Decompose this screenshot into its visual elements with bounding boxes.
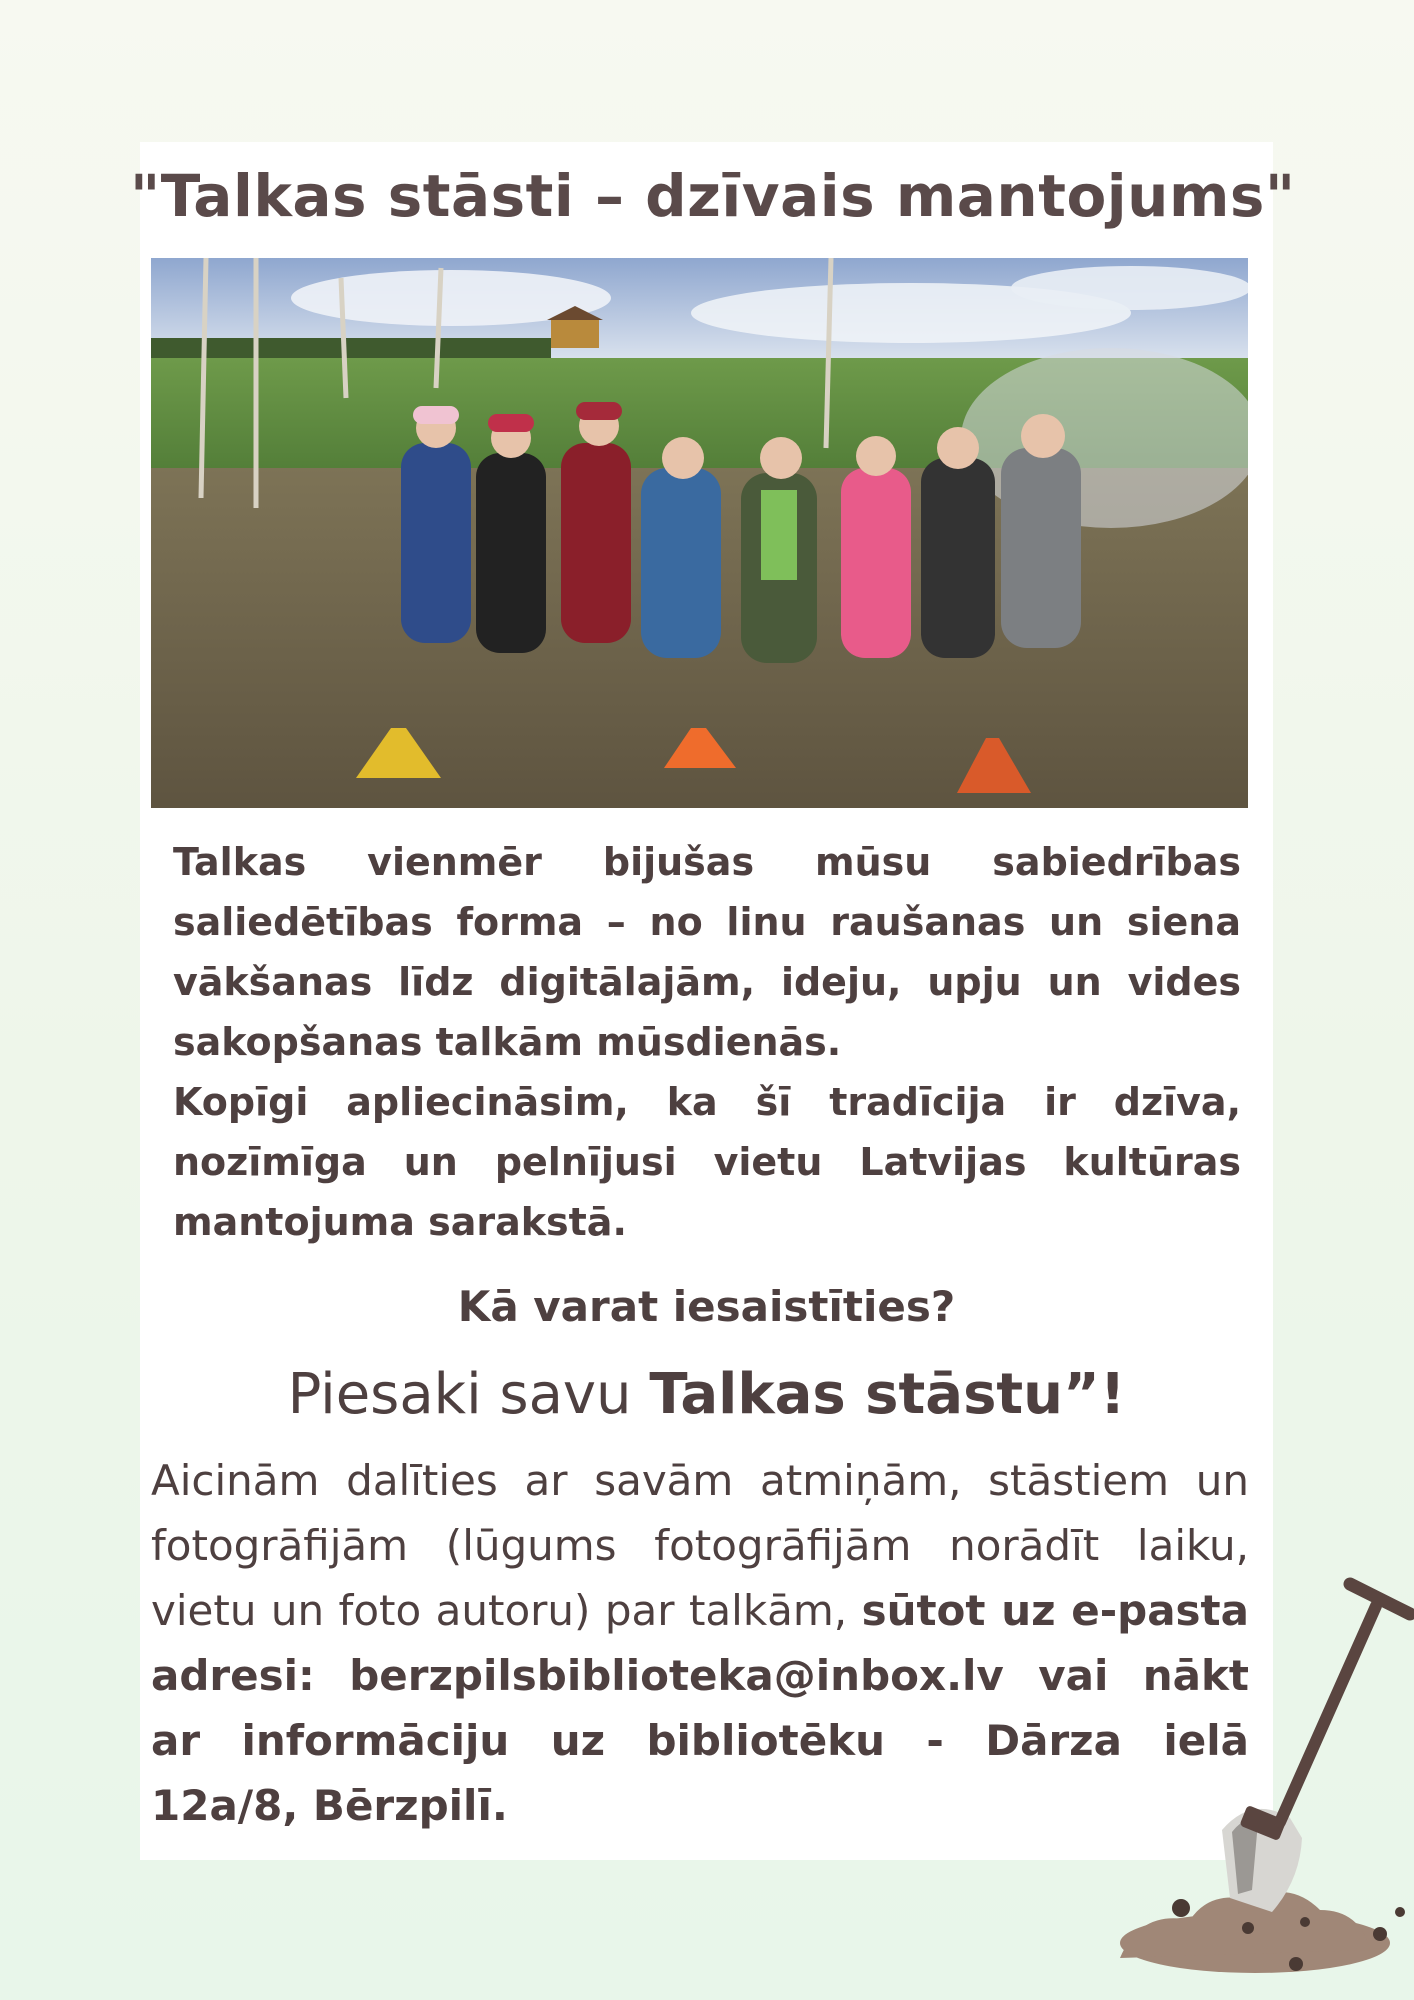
shovel-in-soil-icon <box>1080 1560 1414 2000</box>
invite-bold: sūtot uz e-pasta adresi: berzpilsbiblioteka@inbox.lv vai nākt ar informāciju uz bibliotēku - Dārza ielā 12a/8, Bērzpilī. <box>151 1586 1249 1830</box>
invite-normal: Aicinām dalīties ar savām atmiņām, stāstiem un fotogrāfijām (lūgums fotogrāfijām norādīt laiku, vietu un foto autoru) par talkām, <box>151 1456 1249 1635</box>
call-to-action <box>140 1362 1273 1427</box>
intro-text <box>173 832 1241 1252</box>
cta-prefix: Piesaki savu <box>287 1362 650 1427</box>
cta-bold: Talkas stāstu”! <box>649 1362 1126 1427</box>
group-photo-image <box>151 258 1248 808</box>
page-title: "Talkas stāsti – dzīvais mantojums" <box>130 162 1296 230</box>
group-photo <box>151 258 1248 808</box>
how-to-participate-heading: Kā varat iesaistīties? <box>457 1282 956 1331</box>
intro-paragraph-2: Kopīgi apliecināsim, ka šī tradīcija ir dzīva, nozīmīga un pelnījusi vietu Latvijas kultūras mantojuma sarakstā. <box>173 1080 1241 1244</box>
intro-paragraph-1: Talkas vienmēr bijušas mūsu sabiedrības saliedētības forma – no linu raušanas un siena vākšanas līdz digitālajām, ideju, upju un vides sakopšanas talkām mūsdienās. <box>173 840 1241 1064</box>
